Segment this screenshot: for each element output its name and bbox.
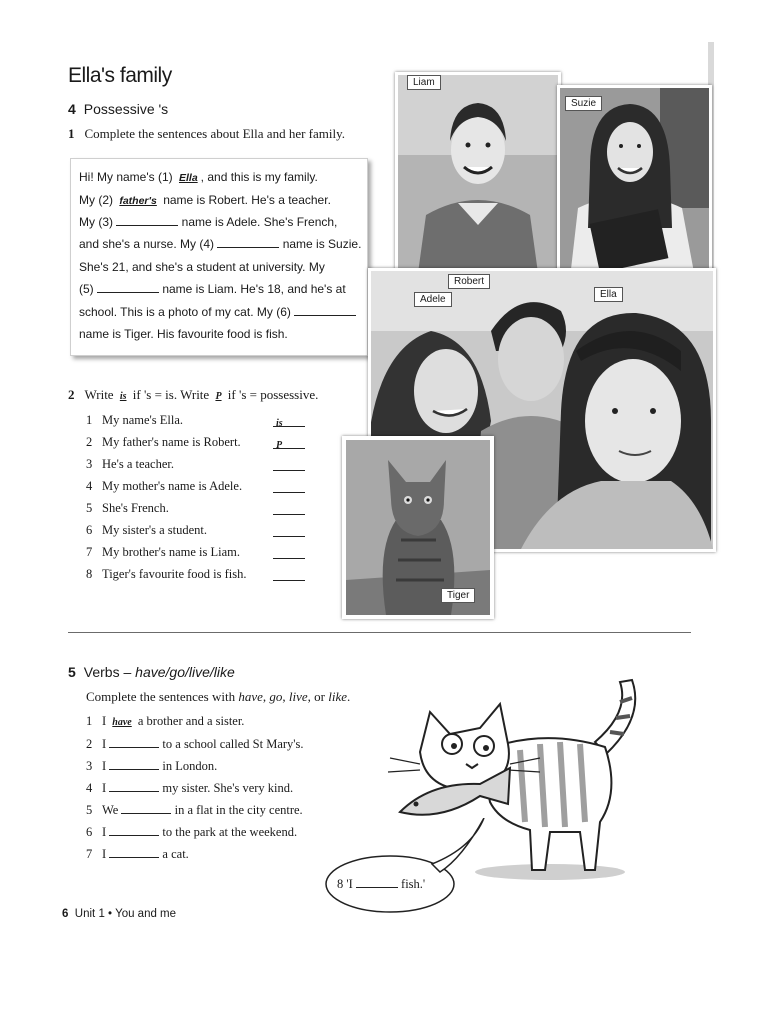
list-item	[86, 457, 174, 472]
answer-blank[interactable]	[217, 237, 279, 248]
verb: like	[328, 689, 348, 704]
section-title-prefix: Verbs –	[83, 664, 136, 680]
photo-label-suzie: Suzie	[565, 96, 602, 111]
section-5-heading	[68, 664, 235, 680]
unit-label: Unit 1	[74, 908, 105, 920]
answer-example: P	[276, 440, 283, 451]
suzie-photo	[557, 85, 712, 281]
section-divider	[68, 632, 691, 633]
item-number: 7	[86, 545, 93, 559]
text: ,	[262, 689, 270, 704]
list-item	[86, 413, 183, 428]
text: name is Adele. She's French,	[178, 215, 338, 229]
text-line	[79, 260, 325, 274]
text: 'I	[346, 877, 356, 891]
list-item	[86, 781, 293, 796]
exercise-number: 1	[68, 126, 75, 141]
list-item	[86, 523, 207, 538]
item-number: 4	[86, 479, 93, 493]
liam-illustration	[398, 75, 558, 273]
list-item	[86, 545, 240, 560]
footer-bullet: •	[108, 908, 113, 920]
liam-photo	[395, 72, 561, 276]
answer-blank[interactable]	[109, 847, 159, 858]
text: in London.	[159, 759, 218, 773]
answer-blank[interactable]	[356, 877, 398, 888]
text: if 's = possessive.	[224, 387, 319, 402]
text: ,	[282, 689, 289, 704]
text: Write	[84, 387, 117, 402]
text-line	[79, 215, 337, 229]
answer-blank[interactable]	[109, 737, 159, 748]
item-number: 8	[86, 567, 93, 581]
section-4-heading	[68, 101, 168, 117]
item-text: My brother's name is Liam.	[102, 545, 240, 559]
text: My (2)	[79, 193, 117, 207]
text: , and this is my family.	[200, 170, 318, 184]
text-line	[79, 170, 318, 184]
item-number: 3	[86, 457, 93, 471]
text: Hi! My name's (1)	[79, 170, 176, 184]
text-line	[79, 327, 288, 341]
answer-blank[interactable]	[109, 825, 159, 836]
list-item	[86, 714, 244, 729]
answer-example: have	[112, 717, 132, 728]
text: .	[347, 689, 351, 704]
text: (5)	[79, 282, 97, 296]
item-number: 4	[86, 781, 93, 795]
text: I	[102, 759, 110, 773]
text: I	[102, 847, 110, 861]
answer-example: is	[276, 418, 283, 429]
text: my sister. She's very kind.	[159, 781, 294, 795]
item-number: 2	[86, 435, 93, 449]
answer-blank[interactable]	[294, 305, 356, 316]
text: I	[102, 714, 110, 728]
suzie-illustration	[560, 88, 709, 278]
ella-text-box	[70, 158, 368, 356]
list-item	[86, 501, 169, 516]
text-line	[79, 193, 331, 207]
answer-blank[interactable]	[273, 435, 305, 449]
text: She's 21, and she's a student at university. My	[79, 260, 325, 274]
page-footer	[62, 908, 176, 920]
text: school. This is a photo of my cat. My (6)	[79, 305, 295, 319]
text: to a school called St Mary's.	[159, 737, 304, 751]
text-line	[79, 305, 356, 319]
list-item	[86, 847, 189, 862]
photo-label-adele: Adele	[414, 292, 452, 307]
is-marker: is	[119, 391, 127, 402]
item-text: My father's name is Robert.	[102, 435, 241, 449]
photo-label-tiger: Tiger	[441, 588, 475, 603]
list-item	[86, 803, 303, 818]
p-marker: P	[215, 391, 222, 402]
text: I	[102, 825, 110, 839]
text: fish.'	[397, 877, 426, 891]
verb: have	[238, 689, 263, 704]
text: if 's = is. Write	[129, 387, 213, 402]
item-number: 8	[337, 877, 344, 891]
text-line	[79, 282, 346, 296]
bubble-sentence	[337, 877, 425, 892]
text: My (3)	[79, 215, 117, 229]
instruction-text: Complete the sentences about Ella and her family.	[84, 126, 346, 141]
exercise-5-instruction	[86, 689, 350, 705]
text-line	[79, 237, 361, 251]
item-text: My sister's a student.	[102, 523, 208, 537]
text: a brother and a sister.	[134, 714, 245, 728]
item-text: Tiger's favourite food is fish.	[102, 567, 247, 581]
answer-blank[interactable]	[273, 545, 305, 559]
text: name is Robert. He's a teacher.	[159, 193, 331, 207]
section-number: 4	[68, 101, 76, 117]
answer-blank[interactable]	[273, 413, 305, 427]
section-title-verbs: have/go/live/like	[135, 664, 235, 680]
item-text: My name's Ella.	[102, 413, 184, 427]
text: and she's a nurse. My (4)	[79, 237, 218, 251]
verb: live	[288, 689, 308, 704]
answer-blank[interactable]	[116, 215, 178, 226]
list-item	[86, 737, 304, 752]
list-item	[86, 567, 247, 582]
item-text: He's a teacher.	[102, 457, 175, 471]
item-number: 1	[86, 714, 93, 728]
text: a cat.	[159, 847, 189, 861]
section-number: 5	[68, 664, 76, 680]
text: in a flat in the city centre.	[171, 803, 303, 817]
answer-blank[interactable]	[121, 803, 171, 814]
answer-blank[interactable]	[109, 759, 159, 770]
text: to the park at the weekend.	[159, 825, 298, 839]
exercise-number: 2	[68, 387, 75, 402]
photo-label-ella: Ella	[594, 287, 623, 302]
item-number: 5	[86, 501, 93, 515]
exercise-1-instruction	[68, 126, 345, 142]
text: We	[102, 803, 122, 817]
list-item	[86, 759, 217, 774]
item-number: 6	[86, 523, 93, 537]
text: name is Suzie.	[279, 237, 362, 251]
item-number: 2	[86, 737, 93, 751]
text: Complete the sentences with	[86, 689, 239, 704]
item-number: 7	[86, 847, 93, 861]
answer-example: father's	[119, 195, 157, 207]
item-number: 5	[86, 803, 93, 817]
verb: go	[269, 689, 283, 704]
item-number: 3	[86, 759, 93, 773]
item-text: My mother's name is Adele.	[102, 479, 243, 493]
text: name is Liam. He's 18, and he's at	[159, 282, 346, 296]
text: , or	[307, 689, 329, 704]
answer-blank[interactable]	[273, 457, 305, 471]
page-title: Ella's family	[68, 64, 172, 87]
list-item	[86, 435, 241, 450]
text: I	[102, 781, 110, 795]
unit-title: You and me	[115, 908, 177, 920]
answer-blank[interactable]	[273, 567, 305, 581]
page-number: 6	[62, 908, 69, 920]
section-title: Possessive 's	[83, 101, 169, 117]
speech-bubble	[322, 818, 492, 918]
answer-blank[interactable]	[273, 523, 305, 537]
text: name is Tiger. His favourite food is fish.	[79, 327, 288, 341]
answer-blank[interactable]	[273, 479, 305, 493]
list-item	[86, 825, 297, 840]
exercise-2-instruction	[68, 387, 318, 403]
answer-blank[interactable]	[97, 282, 159, 293]
photo-label-liam: Liam	[407, 75, 441, 90]
text: I	[102, 737, 110, 751]
answer-blank[interactable]	[109, 781, 159, 792]
item-number: 1	[86, 413, 93, 427]
answer-blank[interactable]	[273, 501, 305, 515]
answer-example: Ella	[178, 172, 198, 184]
photo-label-robert: Robert	[448, 274, 490, 289]
item-text: She's French.	[102, 501, 169, 515]
list-item	[86, 479, 242, 494]
item-number: 6	[86, 825, 93, 839]
